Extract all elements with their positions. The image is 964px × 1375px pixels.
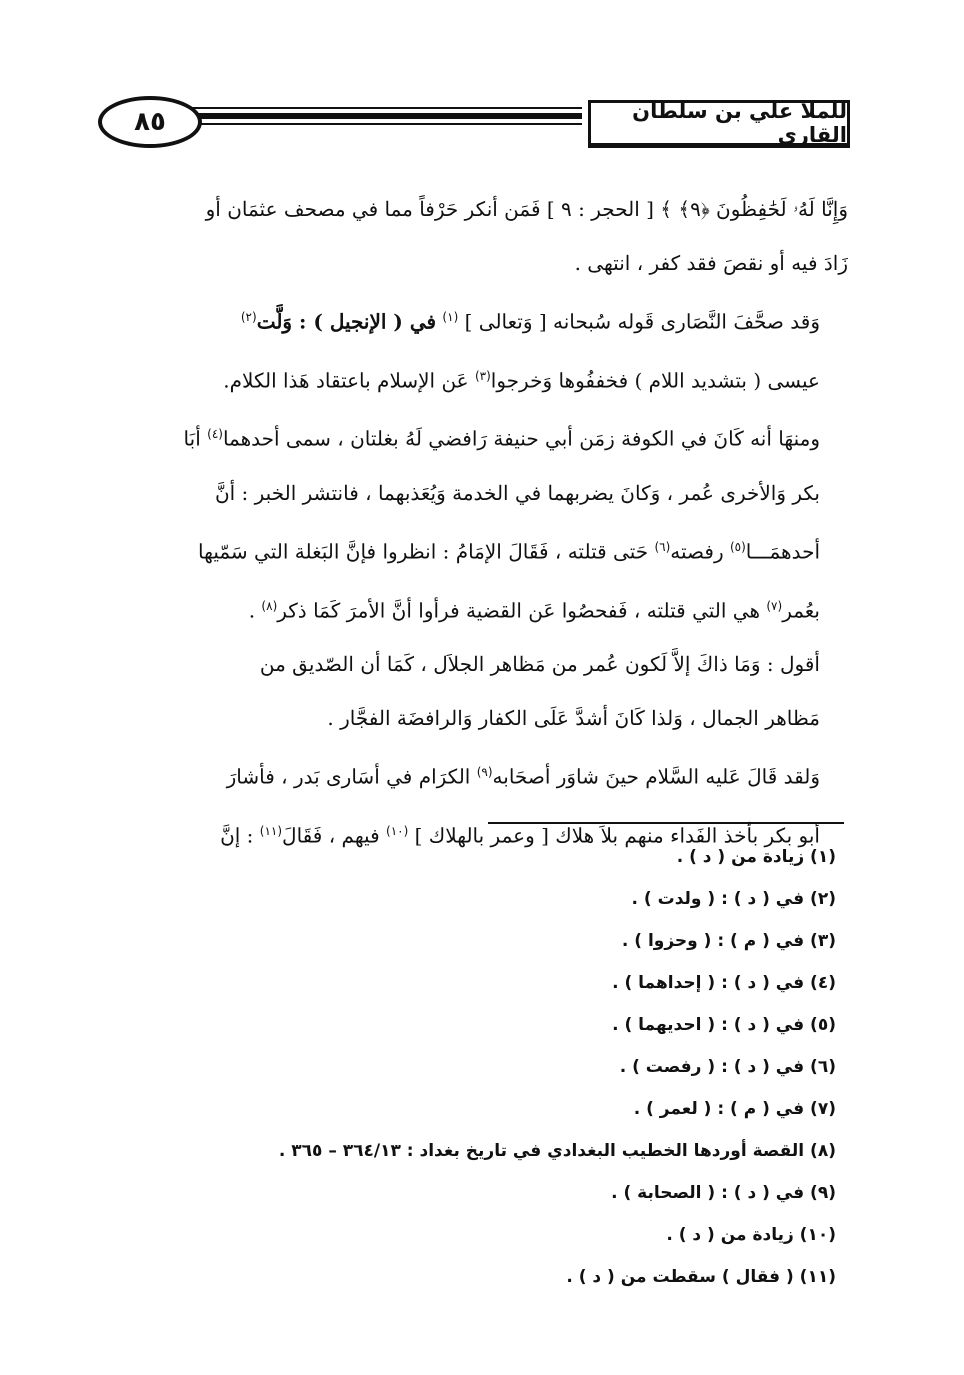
header-rule <box>190 113 582 119</box>
text-line <box>100 579 848 638</box>
text-line <box>100 407 848 466</box>
footnote: (٣) في ( م ) : ( وحزوا ) . <box>621 931 836 951</box>
text-line <box>100 349 848 408</box>
paragraph <box>100 182 848 290</box>
text-segment: . <box>248 598 256 623</box>
text-segment: عيسى ( بتشديد اللام ) فخففُوها وَخرجوا <box>490 368 820 393</box>
paragraph <box>100 290 848 407</box>
footnote-ref: (٤) <box>207 427 223 442</box>
text-segment: وَقد صحَّفَ النَّصَارى قَوله سُبحانه [ وَتعالى ] <box>464 309 820 334</box>
text-segment: فيهم ، فَقَالَ <box>282 823 380 848</box>
main-text <box>100 182 848 863</box>
text-segment: بعُمر <box>782 598 820 623</box>
text-line <box>100 520 848 579</box>
footnote: (٩) في ( د ) : ( الصحابة ) . <box>611 1183 836 1203</box>
text-line: زَادَ فيه أو نقصَ فقد كفر ، انتهى . <box>574 251 848 275</box>
footnote: (٤) في ( د ) : ( إحداهما ) . <box>612 973 836 993</box>
text-segment: وَلقد قَالَ عَليه السَّلام حينَ شاوَر أصحَابه <box>492 764 820 789</box>
footnote: (٢) في ( د ) : ( ولدت ) . <box>631 889 836 909</box>
footnote-ref: (٣) <box>474 368 491 383</box>
footnote-ref: (١١) <box>259 823 283 838</box>
running-title: للملا علي بن سلطان القاري <box>588 100 850 148</box>
text-line: بكر وَالأخرى عُمر ، وَكانَ يضربهما في الخدمة وَيُعَذبهما ، فانتشر الخبر : أنَّ <box>214 480 820 505</box>
footnote-ref: (٧) <box>766 598 783 613</box>
footnote-ref: (١٠) <box>386 823 409 838</box>
footnotes <box>100 836 836 1298</box>
footnote-ref: (٦) <box>654 539 671 554</box>
footnote-ref: (٢) <box>240 310 257 324</box>
footnote: (١) زيادة من ( د ) . <box>676 847 836 867</box>
text-segment: في ( الإنجيل ) : وَلَّت <box>256 309 437 334</box>
footnote-ref: (٨) <box>261 598 278 613</box>
text-segment: الكرَام في أسَارى بَدر ، فأشارَ <box>226 764 471 789</box>
footnote-ref: (١) <box>442 310 459 324</box>
paragraph <box>100 407 848 637</box>
footnote: (١٠) زيادة من ( د ) . <box>666 1225 836 1245</box>
text-segment: : إنَّ <box>220 823 254 848</box>
footnote: (١١) ( فقال ) سقطت من ( د ) . <box>566 1267 836 1287</box>
text-line <box>100 745 848 804</box>
footnote-ref: (٩) <box>476 765 493 780</box>
text-segment: حَتى قتلته ، فَقَالَ الإمَامُ : انظروا فإنَّ البَغلة التي سَمّيها <box>198 539 649 564</box>
text-line <box>100 290 848 349</box>
text-segment: ومنهَا أنه كَانَ في الكوفة زمَن أبي حنيفة رَافضي لَهُ بغلتان ، سمى أحدهما <box>222 426 820 451</box>
header-rule <box>190 123 582 125</box>
page-header <box>90 92 850 154</box>
text-segment: أبَا <box>183 426 201 451</box>
footnote-ref: (٥) <box>729 539 746 554</box>
footnote-separator <box>488 822 844 824</box>
text-segment: هي التي قتلته ، فَفحصُوا عَن القضية فرأوا أنَّ الأمرَ كَمَا ذكر <box>277 598 760 623</box>
footnote: (٥) في ( د ) : ( احديهما ) . <box>612 1015 836 1035</box>
text-segment: رفصته <box>670 539 724 564</box>
text-line: وَإِنَّا لَهُۥ لَحَٰفِظُونَ ﴿٩﴾ ﴾ [ الحجر : ٩ ] فَمَن أنكر حَرْفاً مما في مصحف عثمَان أو <box>205 197 848 221</box>
text-line: أقول : وَمَا ذاكَ إلاَّ لَكون عُمر من مَظاهر الجلاَل ، كَمَا أن الصّديق من <box>259 652 820 677</box>
page-number: ٨٥ <box>98 96 202 148</box>
text-segment: عَن الإسلام باعتقاد هَذا الكلام. <box>223 368 469 393</box>
text-line: مَظاهر الجمال ، وَلذا كَانَ أشدَّ عَلَى الكفار وَالرافضَة الفجَّار . <box>327 706 820 731</box>
footnote: (٨) القصة أوردها الخطيب البغدادي في تاريخ بغداد : ٣٦٤/١٣ – ٣٦٥ . <box>278 1141 836 1161</box>
footnote: (٧) في ( م ) : ( لعمر ) . <box>633 1099 836 1119</box>
paragraph <box>100 637 848 745</box>
footnote: (٦) في ( د ) : ( رفصت ) . <box>619 1057 836 1077</box>
header-rule <box>190 107 582 109</box>
text-segment: أحدهمَـــا <box>745 539 820 564</box>
text-segment: أبو بكر بأخذ الفَداء منهم بلاَ هلاك [ وعمر بالهلاك ] <box>414 823 820 848</box>
